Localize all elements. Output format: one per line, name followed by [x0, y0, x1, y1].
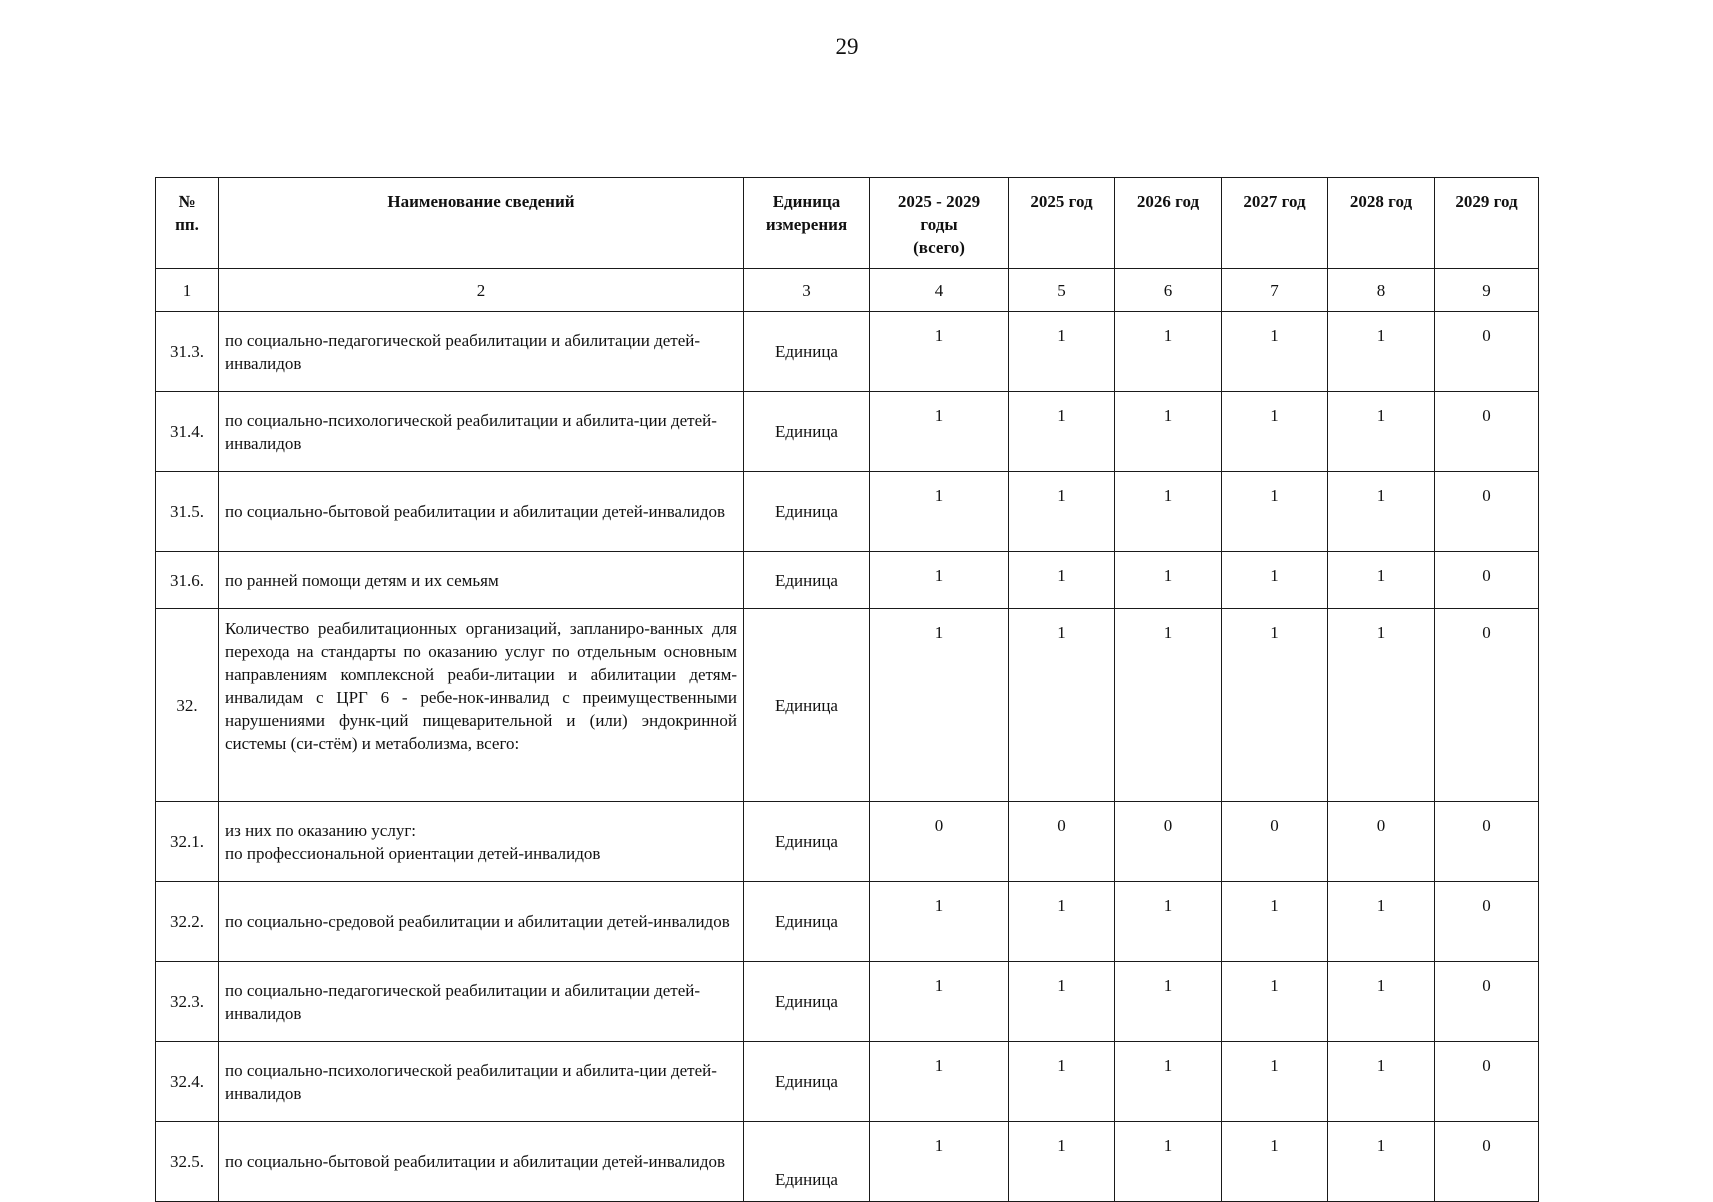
row-number: 31.5.	[156, 472, 219, 552]
value-2025: 1	[1009, 609, 1115, 802]
column-number-cell: 4	[870, 269, 1009, 312]
row-name	[219, 802, 744, 882]
header-cell-total: 2025 - 2029 годы (всего)	[870, 178, 1009, 269]
row-number: 32.3.	[156, 962, 219, 1042]
row-number: 32.2.	[156, 882, 219, 962]
column-number-cell: 2	[219, 269, 744, 312]
column-number-cell: 5	[1009, 269, 1115, 312]
column-number-cell: 8	[1328, 269, 1435, 312]
value-total: 1	[870, 552, 1009, 609]
value-2027: 1	[1222, 962, 1328, 1042]
value-2028: 0	[1328, 802, 1435, 882]
row-number: 32.1.	[156, 802, 219, 882]
table-row	[156, 802, 1539, 882]
value-2028: 1	[1328, 882, 1435, 962]
row-name-text: по профессиональной ориентации детей-инвалидов	[225, 843, 601, 863]
value-2025: 1	[1009, 472, 1115, 552]
table-row	[156, 472, 1539, 552]
row-unit: Единица	[744, 1042, 870, 1122]
data-table	[155, 177, 1539, 1202]
value-2027: 0	[1222, 802, 1328, 882]
value-2028: 1	[1328, 392, 1435, 472]
header-cell-2029: 2029 год	[1435, 178, 1539, 269]
value-total: 1	[870, 312, 1009, 392]
table-row	[156, 882, 1539, 962]
row-number: 31.3.	[156, 312, 219, 392]
value-2027: 1	[1222, 882, 1328, 962]
row-unit: Единица	[744, 552, 870, 609]
row-unit: Единица	[744, 1122, 870, 1202]
value-2026: 1	[1115, 312, 1222, 392]
row-name: по ранней помощи детям и их семьям	[219, 552, 744, 609]
value-2028: 1	[1328, 609, 1435, 802]
value-2026: 1	[1115, 392, 1222, 472]
value-2029: 0	[1435, 1122, 1539, 1202]
row-unit: Единица	[744, 882, 870, 962]
column-number-row	[156, 269, 1539, 312]
value-2026: 1	[1115, 472, 1222, 552]
column-number-cell: 7	[1222, 269, 1328, 312]
value-2026: 1	[1115, 882, 1222, 962]
value-2027: 1	[1222, 609, 1328, 802]
table-row	[156, 1042, 1539, 1122]
value-2028: 1	[1328, 962, 1435, 1042]
value-2027: 1	[1222, 1042, 1328, 1122]
value-2029: 0	[1435, 552, 1539, 609]
row-number: 32.5.	[156, 1122, 219, 1202]
value-total: 1	[870, 609, 1009, 802]
value-2028: 1	[1328, 312, 1435, 392]
column-number-cell: 6	[1115, 269, 1222, 312]
column-number-cell: 1	[156, 269, 219, 312]
value-2027: 1	[1222, 552, 1328, 609]
value-2025: 0	[1009, 802, 1115, 882]
table-row	[156, 552, 1539, 609]
row-unit: Единица	[744, 312, 870, 392]
header-row	[156, 178, 1539, 269]
table-row	[156, 1122, 1539, 1202]
header-cell-2027: 2027 год	[1222, 178, 1328, 269]
row-unit: Единица	[744, 802, 870, 882]
page-number: 29	[835, 34, 859, 59]
row-name: по социально-психологической реабилитации и абилита-ции детей-инвалидов	[219, 1042, 744, 1122]
value-total: 1	[870, 1122, 1009, 1202]
row-number: 32.	[156, 609, 219, 802]
value-2027: 1	[1222, 472, 1328, 552]
value-2029: 0	[1435, 392, 1539, 472]
value-2026: 0	[1115, 802, 1222, 882]
value-2029: 0	[1435, 802, 1539, 882]
value-2027: 1	[1222, 392, 1328, 472]
value-2028: 1	[1328, 472, 1435, 552]
header-cell-num: № пп.	[156, 178, 219, 269]
value-2028: 1	[1328, 1122, 1435, 1202]
value-2029: 0	[1435, 962, 1539, 1042]
row-name: по социально-педагогической реабилитации и абилитации детей-инвалидов	[219, 312, 744, 392]
value-2025: 1	[1009, 552, 1115, 609]
row-number: 32.4.	[156, 1042, 219, 1122]
value-2029: 0	[1435, 1042, 1539, 1122]
column-number-cell: 9	[1435, 269, 1539, 312]
value-total: 0	[870, 802, 1009, 882]
value-2029: 0	[1435, 472, 1539, 552]
value-2026: 1	[1115, 1122, 1222, 1202]
table-row	[156, 312, 1539, 392]
row-name: по социально-бытовой реабилитации и абилитации детей-инвалидов	[219, 1122, 744, 1202]
value-2025: 1	[1009, 962, 1115, 1042]
value-2029: 0	[1435, 312, 1539, 392]
value-2026: 1	[1115, 962, 1222, 1042]
value-total: 1	[870, 472, 1009, 552]
row-unit: Единица	[744, 609, 870, 802]
row-unit: Единица	[744, 472, 870, 552]
column-number-cell: 3	[744, 269, 870, 312]
row-number: 31.4.	[156, 392, 219, 472]
value-2029: 0	[1435, 882, 1539, 962]
row-name: по социально-психологической реабилитации и абилита-ции детей-инвалидов	[219, 392, 744, 472]
value-2025: 1	[1009, 882, 1115, 962]
value-total: 1	[870, 1042, 1009, 1122]
header-cell-unit: Единица измерения	[744, 178, 870, 269]
header-cell-2025: 2025 год	[1009, 178, 1115, 269]
value-2025: 1	[1009, 312, 1115, 392]
table-row	[156, 962, 1539, 1042]
value-2027: 1	[1222, 312, 1328, 392]
header-cell-2026: 2026 год	[1115, 178, 1222, 269]
value-2028: 1	[1328, 1042, 1435, 1122]
value-2026: 1	[1115, 609, 1222, 802]
row-number: 31.6.	[156, 552, 219, 609]
value-2027: 1	[1222, 1122, 1328, 1202]
value-2025: 1	[1009, 1042, 1115, 1122]
value-total: 1	[870, 882, 1009, 962]
row-name: по социально-средовой реабилитации и абилитации детей-инвалидов	[219, 882, 744, 962]
value-2025: 1	[1009, 1122, 1115, 1202]
header-cell-name: Наименование сведений	[219, 178, 744, 269]
value-2026: 1	[1115, 1042, 1222, 1122]
row-name: по социально-бытовой реабилитации и абилитации детей-инвалидов	[219, 472, 744, 552]
row-name: по социально-педагогической реабилитации и абилитации детей-инвалидов	[219, 962, 744, 1042]
header-cell-2028: 2028 год	[1328, 178, 1435, 269]
row-unit: Единица	[744, 392, 870, 472]
value-2025: 1	[1009, 392, 1115, 472]
row-unit: Единица	[744, 962, 870, 1042]
value-2028: 1	[1328, 552, 1435, 609]
value-total: 1	[870, 962, 1009, 1042]
value-total: 1	[870, 392, 1009, 472]
table-row	[156, 609, 1539, 802]
row-name: Количество реабилитационных организаций, запланиро-ванных для перехода на стандарты по оказанию услуг по отдельным основным направлениям комплексной реаби-литации и абилитации детям-инвалидам с ЦРГ 6 - ребе-нок-инвалид с преимущественными нарушениями функ-ций пищеварительной и (или) эндокринной системы (си-стём) и метаболизма, всего:	[219, 609, 744, 802]
value-2029: 0	[1435, 609, 1539, 802]
value-2026: 1	[1115, 552, 1222, 609]
table-row	[156, 392, 1539, 472]
row-name-intro: из них по оказанию услуг:	[225, 820, 417, 840]
